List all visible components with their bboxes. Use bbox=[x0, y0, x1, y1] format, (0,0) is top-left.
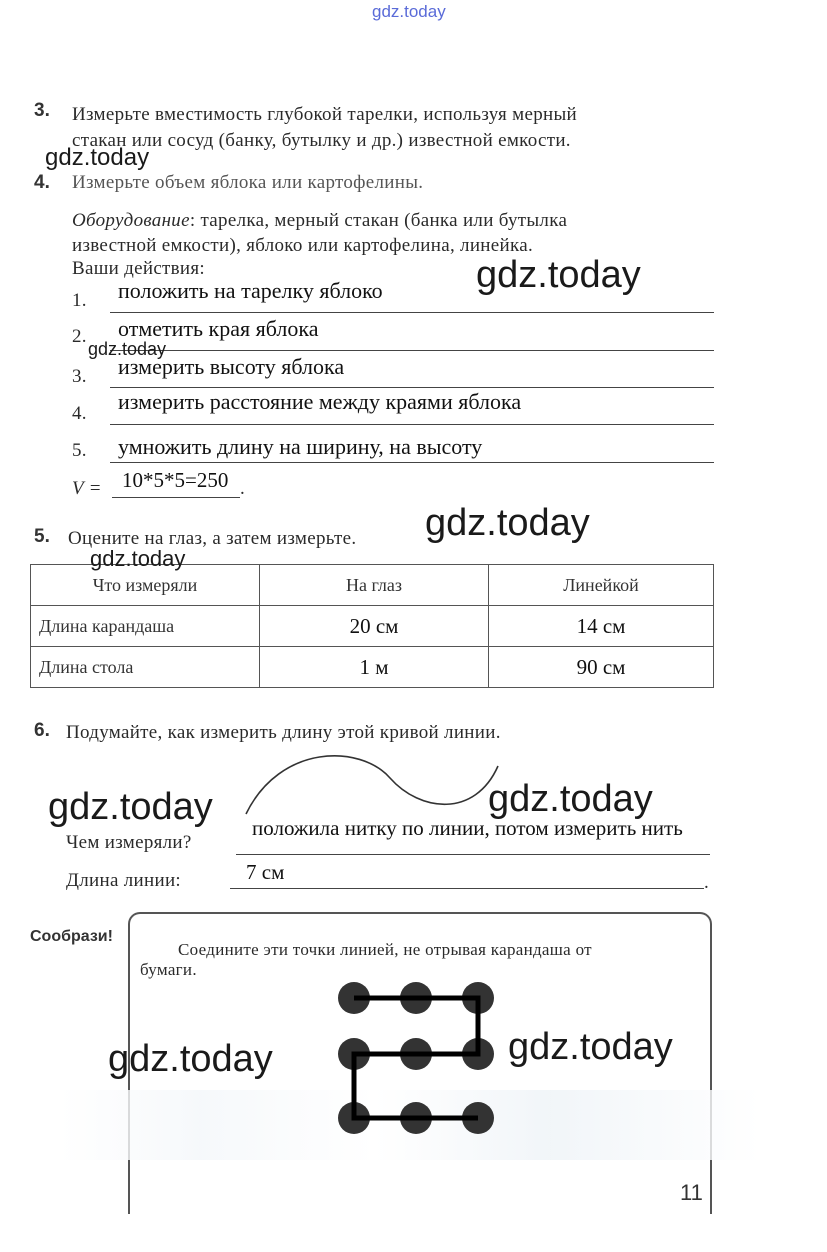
task4-equipment bbox=[72, 210, 567, 232]
q1-label: Чем измеряли? bbox=[66, 832, 192, 853]
volume-end: . bbox=[240, 478, 246, 499]
q2-end: . bbox=[704, 872, 710, 893]
volume-answer: 10*5*5=250 bbox=[122, 468, 229, 492]
watermark-3: gdz.today bbox=[88, 339, 167, 359]
table-row bbox=[31, 647, 714, 688]
soobrazi-label: Сообрази! bbox=[30, 928, 113, 945]
step-3-line bbox=[110, 387, 714, 388]
q2-answer: 7 см bbox=[246, 860, 285, 884]
step-5-number: 5. bbox=[72, 440, 87, 461]
q2-label: Длина линии: bbox=[66, 870, 181, 891]
task6-number: 6. bbox=[34, 720, 50, 741]
equipment-label: Оборудование bbox=[72, 210, 190, 231]
task3-line1: Измерьте вместимость глубокой тарелки, используя мерный bbox=[72, 104, 578, 125]
watermark-8: gdz.today bbox=[108, 1038, 273, 1080]
row-2-by-eye: 1 м bbox=[260, 647, 489, 688]
step-2-answer: отметить края яблока bbox=[118, 316, 319, 341]
task3-number: 3. bbox=[34, 100, 50, 121]
q2-line bbox=[230, 888, 704, 889]
volume-label: V = bbox=[72, 478, 102, 499]
step-1-line bbox=[110, 312, 714, 313]
header-what: Что измеряли bbox=[31, 565, 260, 606]
watermark-top: gdz.today bbox=[372, 2, 446, 21]
step-1-number: 1. bbox=[72, 290, 87, 311]
measurement-table bbox=[30, 564, 714, 688]
task4-equipment-line2: известной емкости), яблоко или картофелина, линейка. bbox=[72, 235, 534, 256]
q1-answer: положила нитку по линии, потом измерить нить bbox=[252, 816, 683, 840]
step-4-number: 4. bbox=[72, 403, 87, 424]
task4-number: 4. bbox=[34, 172, 50, 193]
step-5-answer: умножить длину на ширину, на высоту bbox=[118, 434, 483, 459]
watermark-6: gdz.today bbox=[48, 786, 213, 828]
row-2-ruler: 90 см bbox=[489, 647, 714, 688]
watermark-1: gdz.today bbox=[45, 144, 150, 171]
soobrazi-line2: бумаги. bbox=[140, 960, 197, 979]
step-2-line bbox=[110, 350, 714, 351]
soobrazi-line1: Соедините эти точки линией, не отрывая карандаша от bbox=[178, 940, 592, 959]
task5-number: 5. bbox=[34, 526, 50, 547]
row-2-what: Длина стола bbox=[31, 647, 260, 688]
step-1-answer: положить на тарелку яблоко bbox=[118, 278, 383, 303]
task6-title: Подумайте, как измерить длину этой кривой линии. bbox=[66, 722, 501, 743]
row-1-ruler: 14 см bbox=[489, 606, 714, 647]
equipment-text: : тарелка, мерный стакан (банка или бутылка bbox=[189, 210, 568, 231]
step-2-number: 2. bbox=[72, 326, 87, 347]
task4-actions-label: Ваши действия: bbox=[72, 258, 206, 279]
step-3-number: 3. bbox=[72, 366, 87, 387]
curved-line bbox=[240, 748, 510, 818]
step-4-answer: измерить расстояние между краями яблока bbox=[118, 389, 522, 414]
header-ruler: Линейкой bbox=[489, 565, 714, 606]
task3-line2: стакан или сосуд (банку, бутылку и др.) известной емкости. bbox=[72, 130, 571, 151]
task4-title: Измерьте объем яблока или картофелины. bbox=[72, 172, 424, 193]
watermark-4: gdz.today bbox=[425, 502, 590, 544]
step-4-line bbox=[110, 424, 714, 425]
step-3-answer: измерить высоту яблока bbox=[118, 354, 345, 379]
volume-line bbox=[112, 497, 240, 498]
row-1-what: Длина карандаша bbox=[31, 606, 260, 647]
table-row bbox=[31, 606, 714, 647]
page-number: 11 bbox=[680, 1180, 703, 1205]
dots-puzzle bbox=[330, 972, 510, 1142]
watermark-5: gdz.today bbox=[90, 546, 186, 571]
step-5-line bbox=[110, 462, 714, 463]
header-by-eye: На глаз bbox=[260, 565, 489, 606]
q1-line bbox=[236, 854, 710, 855]
task5-title: Оцените на глаз, а затем измерьте. bbox=[68, 528, 357, 549]
row-1-by-eye: 20 см bbox=[260, 606, 489, 647]
watermark-9: gdz.today bbox=[508, 1026, 673, 1068]
watermark-2: gdz.today bbox=[476, 254, 641, 296]
watermark-7: gdz.today bbox=[488, 778, 653, 820]
